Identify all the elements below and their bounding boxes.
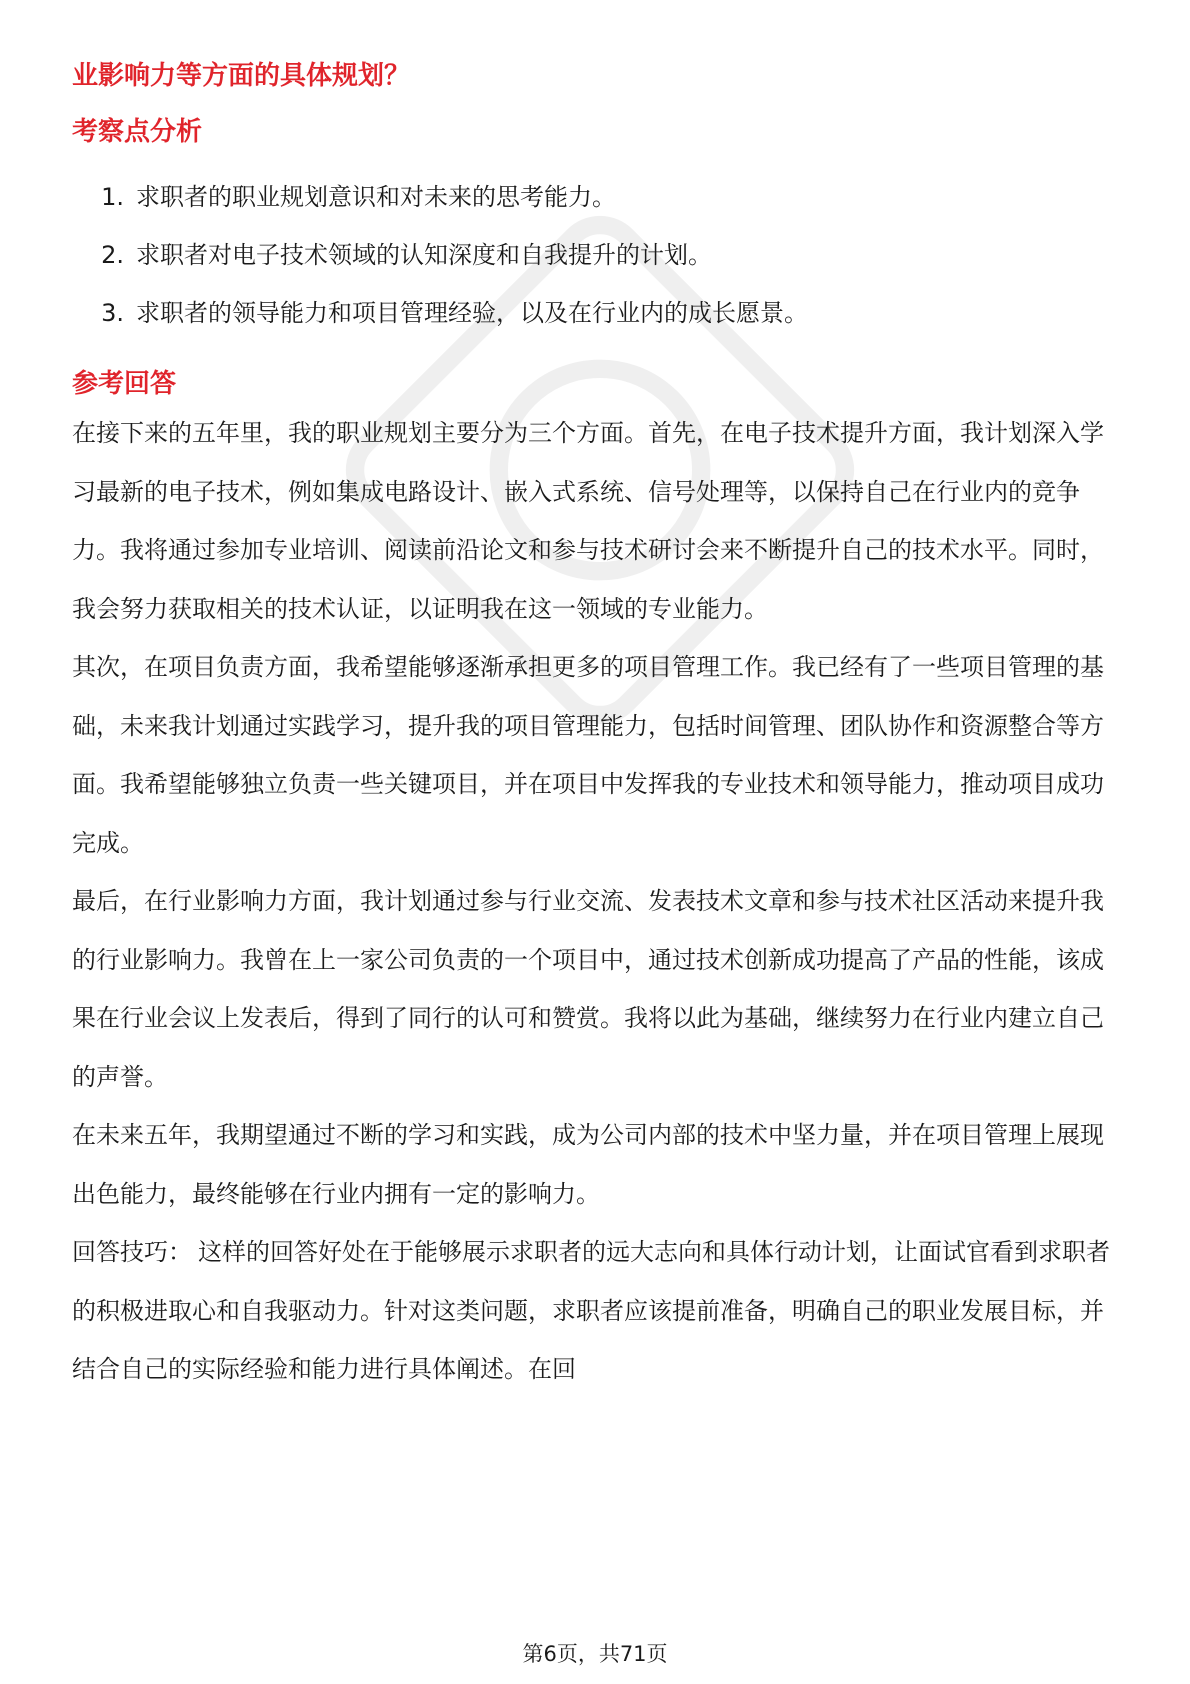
list-number: 3. (101, 299, 124, 327)
list-text: 求职者对电子技术领域的认知深度和自我提升的计划。 (136, 241, 712, 269)
tip-text: 这样的回答好处在于能够展示求职者的远大志向和具体行动计划，让面试官看到求职者的积极进取心和自我驱动力。针对这类问题，求职者应该提前准备，明确自己的职业发展目标，并结合自己的实际经验和能力进行具体阐述。在回 (72, 1238, 1110, 1383)
tip-label: 回答技巧： (72, 1238, 192, 1266)
answer-paragraph: 最后，在行业影响力方面，我计划通过参与行业交流、发表技术文章和参与技术社区活动来提升我的行业影响力。我曾在上一家公司负责的一个项目中，通过技术创新成功提高了产品的性能，该成果在行业会议上发表后，得到了同行的认可和赞赏。我将以此为基础，继续努力在行业内建立自己的声誉。 (72, 887, 1104, 1091)
list-text: 求职者的职业规划意识和对未来的思考能力。 (136, 183, 616, 211)
analysis-list (72, 168, 1118, 342)
list-text: 求职者的领导能力和项目管理经验，以及在行业内的成长愿景。 (136, 299, 808, 327)
analysis-item (72, 284, 1118, 342)
answer-tip (72, 1223, 1118, 1399)
analysis-item (72, 168, 1118, 226)
answer-paragraph: 在接下来的五年里，我的职业规划主要分为三个方面。首先，在电子技术提升方面，我计划深入学习最新的电子技术，例如集成电路设计、嵌入式系统、信号处理等，以保持自己在行业内的竞争力。我将通过参加专业培训、阅读前沿论文和参与技术研讨会来不断提升自己的技术水平。同时，我会努力获取相关的技术认证，以证明我在这一领域的专业能力。 (72, 419, 1104, 623)
page-number: 第6页，共71页 (522, 1642, 668, 1666)
document-page (72, 56, 1118, 1399)
list-number: 2. (101, 241, 124, 269)
answer-heading: 参考回答 (72, 369, 177, 399)
list-number: 1. (101, 183, 124, 211)
answer-paragraph: 其次，在项目负责方面，我希望能够逐渐承担更多的项目管理工作。我已经有了一些项目管理的基础，未来我计划通过实践学习，提升我的项目管理能力，包括时间管理、团队协作和资源整合等方面。我希望能够独立负责一些关键项目，并在项目中发挥我的专业技术和领导能力，推动项目成功完成。 (72, 653, 1104, 857)
answer-paragraph: 在未来五年，我期望通过不断的学习和实践，成为公司内部的技术中坚力量，并在项目管理上展现出色能力，最终能够在行业内拥有一定的影响力。 (72, 1121, 1104, 1208)
question-title: 业影响力等方面的具体规划？ (72, 61, 411, 91)
analysis-item (72, 226, 1118, 284)
analysis-heading: 考察点分析 (72, 117, 203, 147)
